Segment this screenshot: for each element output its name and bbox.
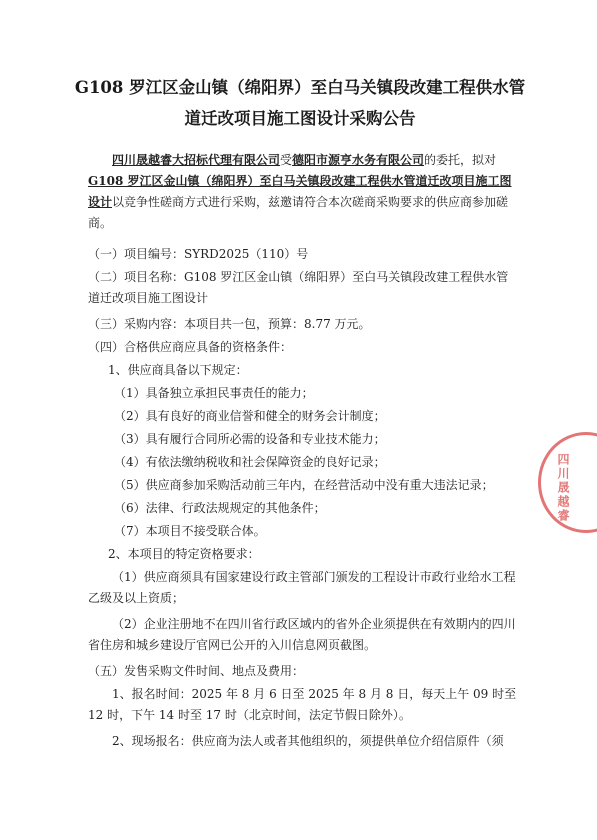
onsite-registration: 2、现场报名：供应商为法人或者其他组织的，须提供单位介绍信原件（须 bbox=[112, 734, 504, 748]
intro-mid-1: 受 bbox=[280, 153, 293, 167]
agent-name: 四川晟越睿大招标代理有限公司 bbox=[112, 153, 281, 167]
condition-6: （6）法律、行政法规规定的其他条件； bbox=[114, 501, 326, 515]
item-procurement-content: （三）采购内容：本项目共一包，预算：8.77 万元。 bbox=[88, 317, 371, 331]
intro-mid-2: 的委托，拟对 bbox=[424, 153, 497, 167]
condition-5: （5）供应商参加采购活动前三年内，在经营活动中没有重大违法记录； bbox=[114, 478, 494, 492]
client-name: 德阳市源亨水务有限公司 bbox=[292, 153, 425, 167]
item-project-number: （一）项目编号：SYRD2025（110）号 bbox=[88, 247, 309, 261]
section-specific-requirements: 2、本项目的特定资格要求： bbox=[108, 547, 260, 561]
item-project-name: （二）项目名称：G108 罗江区金山镇（绵阳界）至白马关镇段改建工程供水管道迁改项目施工图设计 bbox=[88, 270, 509, 305]
specific-requirement-2: （2）企业注册地不在四川省行政区域内的省外企业须提供在有效期内的四川省住房和城乡建设厅官网已公开的入川信息网页截图。 bbox=[88, 617, 516, 652]
title-line-1: G108 罗江区金山镇（绵阳界）至白马关镇段改建工程供水管 bbox=[74, 78, 526, 97]
title-line-2: 道迁改项目施工图设计采购公告 bbox=[184, 109, 416, 128]
condition-7: （7）本项目不接受联合体。 bbox=[114, 524, 266, 538]
specific-requirement-1: （1）供应商须具有国家建设行政主管部门颁发的工程设计市政行业给水工程乙级及以上资质； bbox=[88, 570, 516, 605]
project-name: G108 罗江区金山镇（绵阳界）至白马关镇段改建工程供水管道迁改项目施工图设计 bbox=[88, 174, 512, 209]
registration-time: 1、报名时间：2025 年 8 月 6 日至 2025 年 8 月 8 日，每天上午 09 时至 12 时，下午 14 时至 17 时（北京时间，法定节假日除外）。 bbox=[88, 687, 517, 722]
condition-4: （4）有依法缴纳税收和社会保障资金的良好记录； bbox=[114, 455, 386, 469]
seal-text: 四川晟越睿 bbox=[556, 453, 570, 523]
section-general-requirements: 1、供应商具备以下规定： bbox=[108, 363, 248, 377]
intro-paragraph bbox=[88, 150, 520, 234]
item-document-sale: （五）发售采购文件时间、地点及费用： bbox=[88, 664, 305, 678]
condition-1: （1）具备独立承担民事责任的能力； bbox=[114, 386, 314, 400]
intro-tail: 以竞争性磋商方式进行采购，兹邀请符合本次磋商采购要求的供应商参加磋商。 bbox=[88, 195, 509, 230]
condition-2: （2）具有良好的商业信誉和健全的财务会计制度； bbox=[114, 409, 386, 423]
official-seal bbox=[538, 432, 597, 533]
condition-3: （3）具有履行合同所必需的设备和专业技术能力； bbox=[114, 432, 386, 446]
item-qualifications: （四）合格供应商应具备的资格条件： bbox=[88, 340, 293, 354]
